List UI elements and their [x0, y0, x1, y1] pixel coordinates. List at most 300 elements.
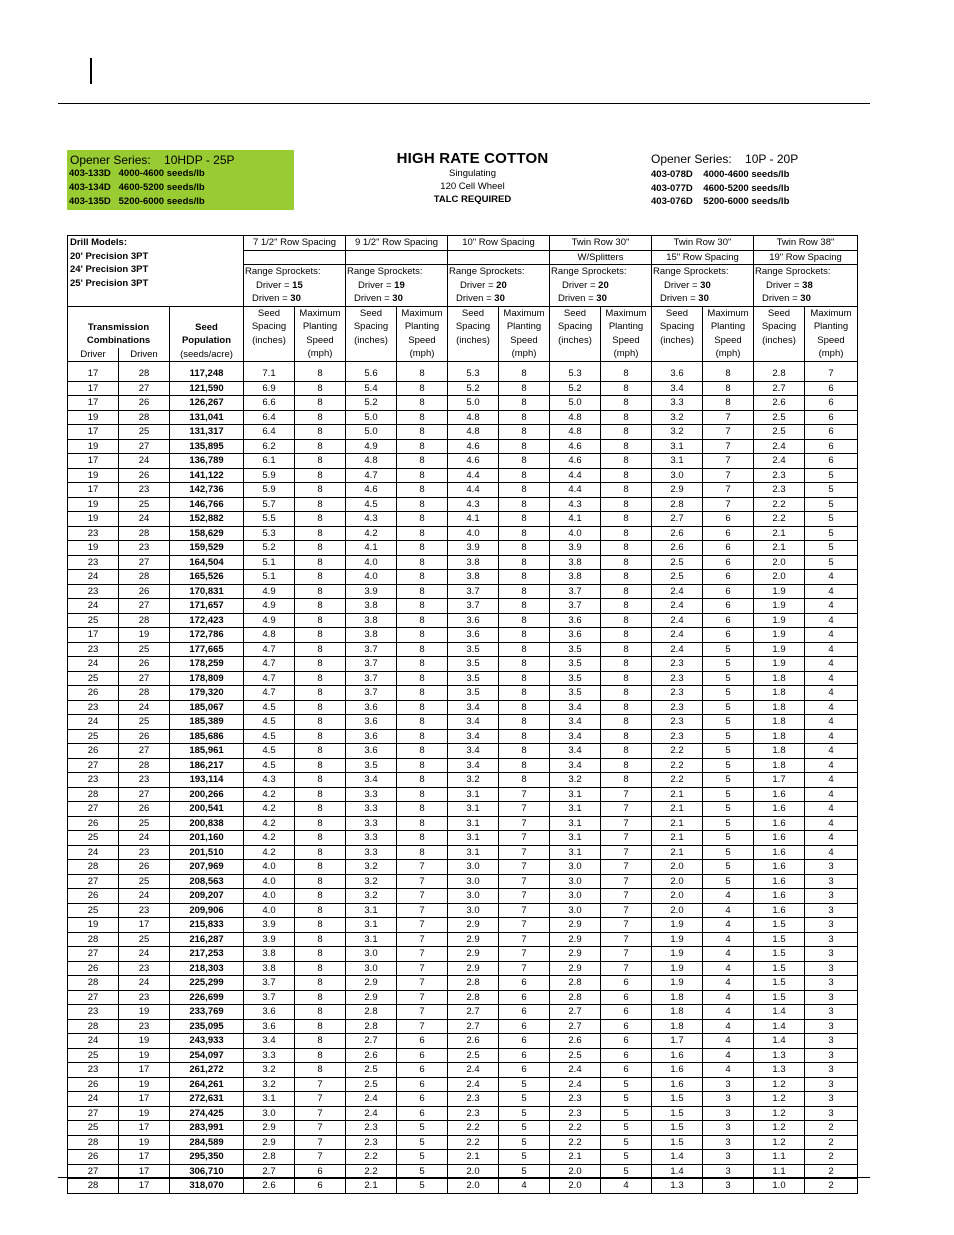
- table-row: [68, 555, 858, 570]
- table-cell: 215,833: [170, 918, 244, 933]
- table-cell: 26: [119, 584, 170, 599]
- table-cell: 6: [295, 1164, 346, 1179]
- table-cell: 2: [805, 1179, 858, 1194]
- table-cell: 24: [119, 889, 170, 904]
- table-cell: 3: [703, 1077, 754, 1092]
- table-cell: 3.0: [550, 860, 601, 875]
- table-cell: 164,504: [170, 555, 244, 570]
- table-cell: 8: [601, 396, 652, 411]
- seed-spacing-header: [346, 306, 397, 362]
- table-cell: 28: [119, 613, 170, 628]
- table-cell: 4.7: [244, 686, 295, 701]
- table-cell: 6: [397, 1106, 448, 1121]
- table-cell: 5: [499, 1077, 550, 1092]
- table-cell: 4: [703, 990, 754, 1005]
- table-cell: 283,991: [170, 1121, 244, 1136]
- table-cell: 1.9: [754, 599, 805, 614]
- table-cell: 3.2: [550, 773, 601, 788]
- table-cell: 2.2: [448, 1135, 499, 1150]
- table-cell: 2.5: [754, 410, 805, 425]
- table-cell: 3: [805, 903, 858, 918]
- right-opener-line: 403-078D 4000-4600 seeds/lb: [651, 169, 790, 180]
- table-cell: 8: [295, 628, 346, 643]
- table-cell: 4.8: [244, 628, 295, 643]
- table-cell: 2.9: [550, 918, 601, 933]
- table-cell: 2.4: [754, 439, 805, 454]
- row-spacing-sub: [346, 250, 448, 265]
- max-speed-header: [397, 306, 448, 362]
- table-cell: 3: [805, 1034, 858, 1049]
- table-cell: 23: [68, 526, 119, 541]
- table-cell: 4: [703, 889, 754, 904]
- driver-value: 38: [802, 279, 813, 291]
- table-cell: 6: [703, 526, 754, 541]
- table-cell: 8: [601, 584, 652, 599]
- table-cell: 3: [805, 1019, 858, 1034]
- seed-spacing-unit: (inches): [456, 334, 490, 346]
- table-cell: 4.9: [346, 439, 397, 454]
- table-cell: 1.1: [754, 1164, 805, 1179]
- table-cell: 1.2: [754, 1121, 805, 1136]
- table-cell: 27: [119, 599, 170, 614]
- table-cell: 284,589: [170, 1135, 244, 1150]
- left-opener-line: 403-134D 4600-5200 seeds/lb: [69, 182, 205, 193]
- driver-label: Driver =: [562, 279, 599, 291]
- table-cell: 19: [119, 1135, 170, 1150]
- table-cell: 2.7: [550, 1005, 601, 1020]
- table-cell: 8: [397, 468, 448, 483]
- table-row: [68, 758, 858, 773]
- table-cell: 3.4: [448, 758, 499, 773]
- table-cell: 3.7: [244, 990, 295, 1005]
- table-cell: 8: [601, 744, 652, 759]
- table-cell: 5: [397, 1179, 448, 1194]
- table-cell: 19: [68, 918, 119, 933]
- table-row: [68, 671, 858, 686]
- table-cell: 7: [703, 425, 754, 440]
- table-cell: 7: [499, 802, 550, 817]
- table-cell: 3.6: [346, 715, 397, 730]
- table-cell: 3.5: [448, 657, 499, 672]
- table-cell: 136,789: [170, 454, 244, 469]
- table-cell: 8: [499, 729, 550, 744]
- table-cell: 6.9: [244, 381, 295, 396]
- table-cell: 8: [295, 570, 346, 585]
- range-sprockets-label: Range Sprockets:: [653, 266, 729, 277]
- table-cell: 2.8: [550, 990, 601, 1005]
- table-cell: 6.4: [244, 410, 295, 425]
- table-cell: 8: [295, 816, 346, 831]
- table-cell: 7: [601, 932, 652, 947]
- range-sprockets-cell: [550, 265, 652, 307]
- table-cell: 1.0: [754, 1179, 805, 1194]
- table-cell: 5: [397, 1150, 448, 1165]
- table-cell: 7: [805, 362, 858, 382]
- table-cell: 7: [397, 1005, 448, 1020]
- table-cell: 4: [703, 1063, 754, 1078]
- table-cell: 1.5: [754, 976, 805, 991]
- table-cell: 3.2: [346, 889, 397, 904]
- table-cell: 179,320: [170, 686, 244, 701]
- table-cell: 8: [499, 425, 550, 440]
- table-cell: 8: [499, 773, 550, 788]
- max-speed-unit: (mph): [511, 348, 537, 359]
- table-cell: 6: [499, 1063, 550, 1078]
- table-row: [68, 410, 858, 425]
- row-spacing-header: Twin Row 30": [652, 236, 754, 251]
- table-cell: 4.2: [244, 802, 295, 817]
- driven-value: 30: [392, 293, 403, 304]
- table-cell: 5: [499, 1135, 550, 1150]
- table-cell: 3.1: [244, 1092, 295, 1107]
- table-row: [68, 773, 858, 788]
- table-cell: 8: [397, 439, 448, 454]
- table-cell: 3.6: [244, 1005, 295, 1020]
- table-cell: 4: [805, 584, 858, 599]
- table-cell: 8: [397, 671, 448, 686]
- range-sprockets-label: Range Sprockets:: [245, 266, 321, 277]
- table-cell: 4: [703, 961, 754, 976]
- table-cell: 4: [805, 686, 858, 701]
- table-cell: 8: [295, 744, 346, 759]
- table-row: [68, 1063, 858, 1078]
- table-cell: 1.9: [652, 918, 703, 933]
- table-cell: 2.8: [244, 1150, 295, 1165]
- table-cell: 207,969: [170, 860, 244, 875]
- row-spacing-header: Twin Row 30": [550, 236, 652, 251]
- table-cell: 8: [397, 729, 448, 744]
- table-cell: 2.6: [346, 1048, 397, 1063]
- table-cell: 8: [499, 555, 550, 570]
- table-cell: 5.2: [448, 381, 499, 396]
- table-cell: 7: [499, 932, 550, 947]
- table-cell: 2.1: [448, 1150, 499, 1165]
- driven-label: Driven =: [252, 293, 291, 304]
- table-cell: 1.3: [652, 1179, 703, 1194]
- table-cell: 3.6: [448, 628, 499, 643]
- driven-label: Driven =: [456, 293, 495, 304]
- table-cell: 8: [601, 541, 652, 556]
- table-cell: 4: [805, 845, 858, 860]
- table-cell: 3.2: [244, 1077, 295, 1092]
- table-cell: 23: [68, 1005, 119, 1020]
- table-cell: 8: [295, 860, 346, 875]
- table-cell: 28: [119, 526, 170, 541]
- table-cell: 6: [397, 1092, 448, 1107]
- table-cell: 8: [499, 454, 550, 469]
- table-cell: 8: [295, 381, 346, 396]
- table-cell: 2.7: [244, 1164, 295, 1179]
- table-cell: 8: [397, 787, 448, 802]
- table-cell: 4.0: [448, 526, 499, 541]
- table-cell: 2.1: [652, 831, 703, 846]
- table-cell: 4: [805, 599, 858, 614]
- driven-value: 30: [596, 293, 607, 304]
- table-cell: 7: [601, 860, 652, 875]
- table-cell: 6: [703, 628, 754, 643]
- table-cell: 3.9: [448, 541, 499, 556]
- table-cell: 3.4: [448, 715, 499, 730]
- table-cell: 2.0: [448, 1164, 499, 1179]
- table-cell: 25: [68, 831, 119, 846]
- table-cell: 1.2: [754, 1092, 805, 1107]
- right-opener-line: 403-077D 4600-5200 seeds/lb: [651, 182, 790, 194]
- table-cell: 8: [601, 686, 652, 701]
- max-speed-label: Maximum Planting Speed: [401, 307, 443, 346]
- table-cell: 5: [499, 1106, 550, 1121]
- table-cell: 17: [119, 918, 170, 933]
- range-sprockets-label: Range Sprockets:: [449, 266, 525, 277]
- table-cell: 2.4: [448, 1077, 499, 1092]
- table-cell: 6: [703, 512, 754, 527]
- table-cell: 3: [805, 874, 858, 889]
- table-cell: 318,070: [170, 1179, 244, 1194]
- table-cell: 3.7: [346, 657, 397, 672]
- table-cell: 2.2: [448, 1121, 499, 1136]
- table-cell: 1.7: [652, 1034, 703, 1049]
- table-cell: 3.4: [244, 1034, 295, 1049]
- seed-spacing-label: Seed Spacing: [557, 307, 593, 332]
- table-cell: 3.5: [550, 642, 601, 657]
- table-cell: 2.4: [652, 599, 703, 614]
- max-speed-unit: (mph): [715, 348, 741, 359]
- table-cell: 2.9: [448, 947, 499, 962]
- table-cell: 27: [68, 874, 119, 889]
- table-cell: 23: [119, 773, 170, 788]
- table-cell: 7: [499, 787, 550, 802]
- driven-label: Driven =: [558, 293, 597, 304]
- table-cell: 8: [499, 570, 550, 585]
- table-cell: 1.6: [754, 787, 805, 802]
- table-cell: 178,809: [170, 671, 244, 686]
- table-cell: 3.1: [448, 787, 499, 802]
- table-cell: 131,041: [170, 410, 244, 425]
- range-sprockets-label: Range Sprockets:: [755, 266, 831, 277]
- table-cell: 3.6: [550, 628, 601, 643]
- driver-label: Driver =: [460, 279, 497, 291]
- table-cell: 7: [397, 903, 448, 918]
- table-row: [68, 1005, 858, 1020]
- table-cell: 1.6: [754, 889, 805, 904]
- table-cell: 185,686: [170, 729, 244, 744]
- table-cell: 4: [805, 758, 858, 773]
- table-cell: 28: [68, 1135, 119, 1150]
- table-cell: 7: [601, 874, 652, 889]
- table-cell: 6.2: [244, 439, 295, 454]
- table-cell: 27: [68, 1106, 119, 1121]
- table-cell: 2.1: [652, 816, 703, 831]
- table-cell: 7: [397, 918, 448, 933]
- table-cell: 3.4: [652, 381, 703, 396]
- table-cell: 3.0: [346, 961, 397, 976]
- table-cell: 8: [295, 439, 346, 454]
- table-cell: 3.7: [346, 686, 397, 701]
- table-cell: 2.6: [652, 541, 703, 556]
- table-cell: 172,786: [170, 628, 244, 643]
- table-cell: 3.0: [448, 860, 499, 875]
- table-cell: 8: [601, 512, 652, 527]
- table-cell: 24: [68, 1092, 119, 1107]
- table-cell: 3.9: [244, 918, 295, 933]
- transmission-header: Transmission Combinations: [68, 306, 170, 348]
- table-cell: 8: [295, 773, 346, 788]
- table-cell: 4.4: [550, 468, 601, 483]
- table-cell: 2.1: [652, 845, 703, 860]
- row-spacing-sub: [448, 250, 550, 265]
- max-speed-unit: (mph): [818, 348, 844, 359]
- table-cell: 7: [499, 947, 550, 962]
- range-sprockets-cell: [448, 265, 550, 307]
- table-row: [68, 526, 858, 541]
- table-cell: 8: [397, 570, 448, 585]
- table-cell: 3.6: [346, 744, 397, 759]
- table-cell: 2.4: [652, 613, 703, 628]
- table-row: [68, 889, 858, 904]
- table-cell: 208,563: [170, 874, 244, 889]
- table-row: [68, 1077, 858, 1092]
- max-speed-label: Maximum Planting Speed: [707, 307, 749, 346]
- range-sprockets-cell: [652, 265, 754, 307]
- max-speed-header: [499, 306, 550, 362]
- table-cell: 8: [397, 381, 448, 396]
- table-cell: 295,350: [170, 1150, 244, 1165]
- table-cell: 8: [499, 362, 550, 382]
- table-cell: 8: [397, 599, 448, 614]
- table-cell: 4.3: [550, 497, 601, 512]
- table-cell: 6: [703, 555, 754, 570]
- table-cell: 2.7: [652, 512, 703, 527]
- max-speed-label: Maximum Planting Speed: [299, 307, 341, 346]
- seed-spacing-header: [244, 306, 295, 362]
- table-cell: 172,423: [170, 613, 244, 628]
- max-speed-unit: (mph): [409, 348, 435, 359]
- table-cell: 8: [295, 584, 346, 599]
- driver-value: 15: [292, 279, 303, 291]
- table-cell: 4: [805, 787, 858, 802]
- table-row: [68, 976, 858, 991]
- table-cell: 3.7: [448, 584, 499, 599]
- table-cell: 3.8: [550, 555, 601, 570]
- table-cell: 4.9: [244, 584, 295, 599]
- table-cell: 8: [601, 362, 652, 382]
- table-cell: 23: [68, 642, 119, 657]
- table-cell: 1.6: [754, 816, 805, 831]
- table-cell: 3.3: [346, 845, 397, 860]
- table-cell: 5.0: [448, 396, 499, 411]
- table-cell: 5.6: [346, 362, 397, 382]
- driven-value: 30: [494, 293, 505, 304]
- table-cell: 2.3: [652, 700, 703, 715]
- table-cell: 3: [805, 860, 858, 875]
- table-cell: 2.5: [346, 1077, 397, 1092]
- table-cell: 131,317: [170, 425, 244, 440]
- table-cell: 8: [295, 454, 346, 469]
- table-cell: 8: [397, 715, 448, 730]
- table-cell: 5.3: [448, 362, 499, 382]
- table-cell: 178,259: [170, 657, 244, 672]
- table-cell: 6: [499, 990, 550, 1005]
- table-cell: 1.9: [754, 628, 805, 643]
- table-cell: 27: [119, 555, 170, 570]
- table-cell: 8: [295, 657, 346, 672]
- table-cell: 6: [499, 1019, 550, 1034]
- table-cell: 5: [703, 831, 754, 846]
- table-cell: 8: [499, 526, 550, 541]
- table-cell: 3.3: [346, 831, 397, 846]
- table-cell: 3: [805, 1092, 858, 1107]
- table-cell: 19: [68, 497, 119, 512]
- table-cell: 2.2: [652, 773, 703, 788]
- max-speed-label: Maximum Planting Speed: [503, 307, 545, 346]
- table-cell: 5: [703, 657, 754, 672]
- table-cell: 26: [68, 686, 119, 701]
- table-cell: 5: [601, 1106, 652, 1121]
- table-cell: 3.0: [346, 947, 397, 962]
- table-cell: 6: [499, 1005, 550, 1020]
- table-cell: 8: [703, 362, 754, 382]
- table-cell: 7: [601, 787, 652, 802]
- table-row: [68, 425, 858, 440]
- table-cell: 3.4: [550, 744, 601, 759]
- table-cell: 1.8: [754, 700, 805, 715]
- table-cell: 3.0: [550, 889, 601, 904]
- table-cell: 1.9: [652, 947, 703, 962]
- table-cell: 1.6: [652, 1063, 703, 1078]
- max-speed-header: [601, 306, 652, 362]
- row-spacing-sub: W/Splitters: [550, 250, 652, 265]
- seed-spacing-unit: (inches): [762, 334, 796, 346]
- table-cell: 7: [601, 802, 652, 817]
- table-cell: 23: [68, 700, 119, 715]
- table-cell: 24: [68, 845, 119, 860]
- table-cell: 3.5: [550, 686, 601, 701]
- table-cell: 19: [119, 1048, 170, 1063]
- table-cell: 8: [295, 1048, 346, 1063]
- table-cell: 8: [295, 362, 346, 382]
- table-cell: 2.5: [346, 1063, 397, 1078]
- table-cell: 8: [499, 512, 550, 527]
- table-cell: 3.1: [448, 802, 499, 817]
- table-cell: 8: [397, 657, 448, 672]
- driven-label: Driven =: [762, 293, 801, 304]
- table-cell: 2.9: [652, 483, 703, 498]
- table-cell: 8: [397, 454, 448, 469]
- table-row: [68, 831, 858, 846]
- table-row: [68, 381, 858, 396]
- table-cell: 6: [295, 1179, 346, 1194]
- table-row: [68, 396, 858, 411]
- table-cell: 2.0: [652, 874, 703, 889]
- table-cell: 23: [119, 845, 170, 860]
- table-cell: 28: [119, 410, 170, 425]
- table-cell: 7: [397, 1019, 448, 1034]
- table-cell: 3: [805, 918, 858, 933]
- table-cell: 2.4: [754, 454, 805, 469]
- table-cell: 24: [68, 657, 119, 672]
- table-cell: 8: [601, 729, 652, 744]
- table-cell: 3.4: [550, 700, 601, 715]
- table-cell: 26: [68, 1150, 119, 1165]
- table-cell: 17: [119, 1063, 170, 1078]
- table-cell: 2.9: [244, 1135, 295, 1150]
- table-cell: 8: [499, 613, 550, 628]
- table-cell: 7: [295, 1135, 346, 1150]
- table-cell: 4.5: [346, 497, 397, 512]
- table-cell: 4: [805, 729, 858, 744]
- table-cell: 1.8: [754, 758, 805, 773]
- table-cell: 25: [119, 715, 170, 730]
- table-cell: 4.6: [550, 439, 601, 454]
